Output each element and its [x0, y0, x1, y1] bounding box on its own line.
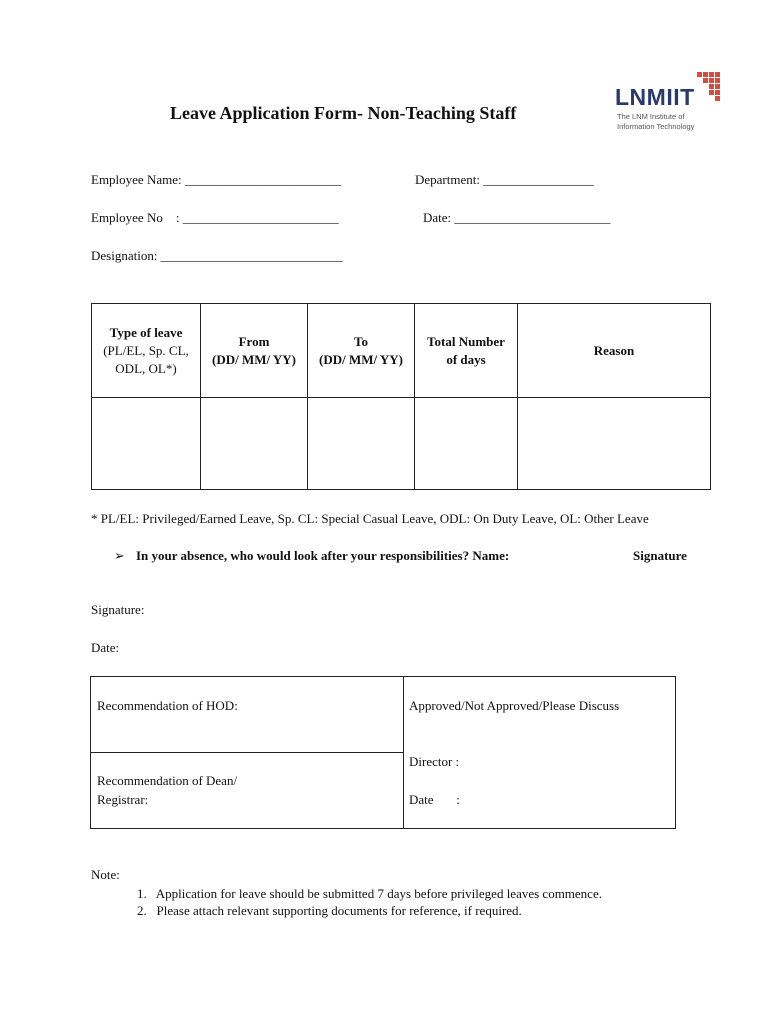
logo-name: LNMIIT [615, 84, 695, 110]
header-to: To (DD/ MM/ YY) [308, 304, 415, 398]
approval-status-label: Approved/Not Approved/Please Discuss [409, 698, 620, 713]
signature-label: Signature: [91, 602, 145, 617]
employee-name-field[interactable]: Employee Name: ________________________ [91, 172, 341, 187]
leave-table [91, 303, 711, 490]
header-from: From (DD/ MM/ YY) [201, 304, 308, 398]
date-field[interactable]: Date: ________________________ [423, 210, 611, 225]
header-type-of-leave: Type of leave (PL/EL, Sp. CL, ODL, OL*) [92, 304, 201, 398]
table-row [92, 398, 711, 490]
table-header-row [92, 304, 711, 398]
cell-total-days[interactable] [415, 398, 518, 490]
institute-logo [615, 72, 725, 134]
page-title: Leave Application Form- Non-Teaching Staff [170, 103, 517, 123]
cell-reason[interactable] [518, 398, 711, 490]
note-item: 1. Application for leave should be submitted 7 days before privileged leaves commence. [137, 886, 602, 901]
designation-field[interactable]: Designation: ____________________________ [91, 248, 343, 263]
cell-type-of-leave[interactable] [92, 398, 201, 490]
bullet-arrow-icon: ➢ [114, 548, 125, 563]
note-label: Note: [91, 867, 120, 882]
hod-recommendation-label: Recommendation of HOD: [97, 698, 238, 713]
absence-signature-label: Signature [633, 548, 687, 563]
dean-recommendation-label-1: Recommendation of Dean/ [97, 773, 238, 788]
department-field[interactable]: Department: _________________ [415, 172, 594, 187]
logo-subtitle-1: The LNM Institute of [617, 112, 685, 121]
header-total-days: Total Number of days [415, 304, 518, 398]
approval-date-label: Date : [409, 792, 460, 807]
employee-no-field[interactable]: Employee No : ________________________ [91, 210, 339, 225]
dean-recommendation-label-2: Registrar: [97, 792, 149, 807]
cell-from[interactable] [201, 398, 308, 490]
approval-box [90, 676, 676, 829]
divider [403, 677, 404, 828]
absence-question: In your absence, who would look after your responsibilities? Name: [136, 548, 510, 563]
director-label: Director : [409, 754, 460, 769]
leave-footnote: * PL/EL: Privileged/Earned Leave, Sp. CL: Special Casual Leave, ODL: On Duty Leave, OL: Other Leave [91, 511, 649, 526]
note-item: 2. Please attach relevant supporting documents for reference, if required. [137, 903, 522, 918]
header-reason: Reason [518, 304, 711, 398]
date-label: Date: [91, 640, 120, 655]
divider [91, 752, 403, 753]
logo-subtitle-2: Information Technology [617, 122, 695, 131]
cell-to[interactable] [308, 398, 415, 490]
